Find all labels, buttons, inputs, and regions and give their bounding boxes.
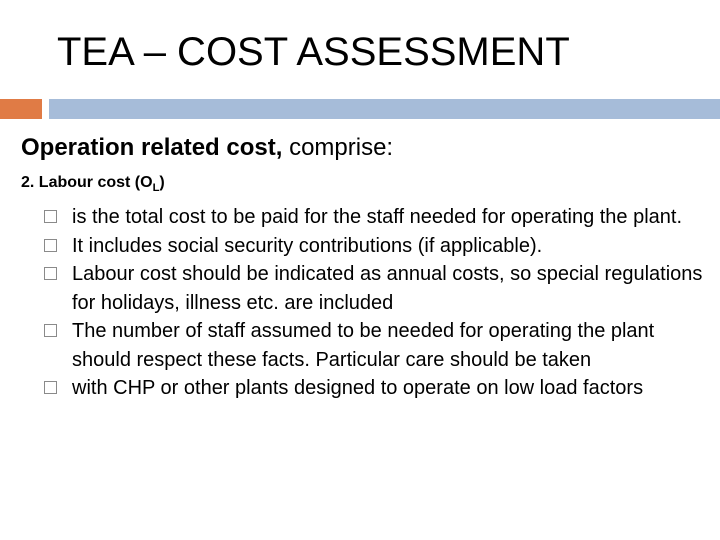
title-rule-bar [49,99,720,119]
sub-heading-main: 2. Labour cost (O [21,174,153,191]
checkbox-square-icon [44,210,57,223]
sub-heading-close: ) [159,174,165,191]
bullet-item [44,317,716,374]
bullet-item [44,260,716,317]
checkbox-square-icon [44,324,57,337]
bullet-text: with CHP or other plants designed to operate on low load factors [72,377,644,399]
bullet-list [44,203,716,403]
bullet-text: Labour cost should be indicated as annual costs, so special regulations for holidays, illness etc. are included [72,263,703,314]
accent-bar [0,99,42,119]
bullet-text: The number of staff assumed to be needed for operating the plant should respect these facts. Particular care should be taken [72,320,655,371]
section-heading-rest: comprise: [282,134,394,161]
checkbox-square-icon [44,239,57,252]
bullet-item [44,374,716,403]
bullet-text: It includes social security contributions (if applicable). [72,234,543,257]
section-heading [21,134,393,162]
bullet-text: is the total cost to be paid for the staff needed for operating the plant. [72,206,683,228]
slide-title: TEA – COST ASSESSMENT [57,30,570,74]
checkbox-square-icon [44,381,57,394]
bullet-item [44,203,716,232]
sub-heading-subscript: L [152,182,160,195]
sub-heading [21,174,165,194]
section-heading-bold: Operation related cost, [21,134,283,161]
checkbox-square-icon [44,267,57,280]
bullet-item [44,232,716,261]
